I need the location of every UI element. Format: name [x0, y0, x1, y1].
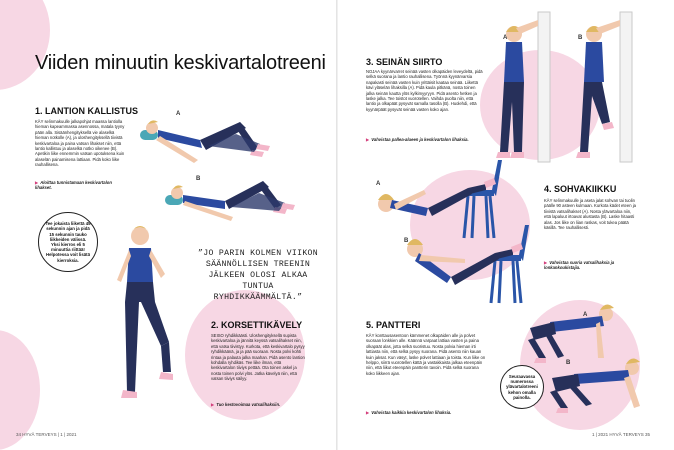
- info-bubble-right: [500, 365, 544, 409]
- exercise-3-tip: [366, 137, 484, 142]
- photo-label-a: A: [376, 181, 381, 187]
- exercise-2-heading: 2. KORSETTIKÄVELY: [211, 320, 303, 330]
- exercise-2-body: SEISO ryhdikkäästi. Uloshengityksellä supista keskivartaloa ja jännitä keyssä vatsalihakset niin, että vatsa tiivistyy. Kurkota, että keskivartalo pysyy ryhdikkäänä, ja ja pää suoraan. Nosta polvi kohti rintaa ja palauta jalka maahan. Pidä asento lantion kohdalla ryhdikäs. Tee liike ilman, että keskivartalon tiiviys pettää. Ota toinen askel ja nosta toinen polvi ylös. Jatka kävelyä niin, että vatsan tiiviys säilyy.: [211, 333, 305, 382]
- info-bubble-left-text: Tee jokaista liikettä 45 sekunnin ajan ja pidä 15 sekunnin tauko liikkeiden välissä. Yksi kierros eli 5 minuuttia riittää! Helpotessa voit lisätä kierroksia.: [45, 221, 91, 263]
- exercise-5-tip-text: Vahvistaa kaikkia keskivartalon lihaksia.: [371, 410, 452, 415]
- exercise-4-body: KÄY selinmakuulle ja aseta jalat sohvan tai tuolin päälle 90 asteen kulmaan. Kurkota kädet eteen ja tiivistä vatsalihakset (A). Nosta ylävartaloa niin, että lapaluut irtoavat alustasta (B). Laske hitaasti alas. Jos liike on liian raskas, voit tukea päätä käsillä. Tee rauhallisesti.: [544, 198, 636, 231]
- photo-label-b: B: [566, 360, 571, 366]
- pink-shape-left-top: [0, 0, 50, 90]
- exercise-3-body: NOJAA kyynärvarret seinää vasten olkapäiden leveydeltä, pidä selkä suorana ja lantio rauhallisena. Työnnä kyynärvarsia napakasti seinää vasten kuin yrittäisit kaataa seinää. Liikettä kävi yläselän lihaksilla (A). Pidä kaula pitkänä, nosta toinen jalka seinän kautta ylös kylkimyyryyn. Pidä asento hetken ja laske jalka. Tee toistot vuorotellen. Vaihda puolta niin, että lantio ja olkapäät pysyvät samalla tasolla (B). Huolehdi, että kyynärpäät pysyvät seinää vasten koko ajan.: [366, 69, 483, 112]
- photo-label-b: B: [196, 176, 201, 182]
- photo-label-b: B: [404, 238, 409, 244]
- exercise-2-tip-text: Tuo kestovoimaa vatsalihaksiin.: [216, 402, 281, 407]
- info-bubble-right-text: Seuraavassa numerossa ylävartalotreeni kehon omalla painolla.: [506, 373, 538, 400]
- page-title: Viiden minuutin keskivartalotreeni: [35, 52, 326, 74]
- folio-right: 1 | 2021 HYVÄ TERVEYS 35: [592, 432, 651, 437]
- exercise-5-photo-b: [540, 348, 670, 418]
- exercise-4-tip-text: Vahvistaa suoria vatsalihaksia ja lonkankoukistajia.: [544, 260, 615, 271]
- page-fold: [336, 0, 338, 450]
- arrow-icon: ▶: [366, 137, 370, 142]
- exercise-5-heading: 5. PANTTERI: [366, 320, 421, 330]
- arrow-icon: ▶: [366, 410, 370, 415]
- exercise-4-heading: 4. SOHVAKIIKKU: [544, 184, 617, 194]
- exercise-1-heading: 1. LANTION KALLISTUS: [35, 106, 138, 116]
- arrow-icon: ▶: [35, 180, 39, 185]
- info-bubble-left: [38, 212, 98, 272]
- exercise-5-tip: [366, 410, 486, 415]
- photo-label-a: A: [503, 35, 508, 41]
- arrow-icon: ▶: [211, 402, 215, 407]
- exercise-4-photo-b: [395, 225, 555, 305]
- exercise-3-tip-text: Vahvistaa pallea-alueen ja keskivartalon lihaksia.: [371, 137, 469, 142]
- photo-label-b: B: [578, 35, 583, 41]
- exercise-1-photo-b: [165, 165, 325, 235]
- exercise-1-tip-text: Aloittaa tunnistamaan keskivartalon lihakset.: [35, 180, 112, 191]
- photo-label-a: A: [583, 312, 588, 318]
- exercise-2-tip: [211, 402, 306, 407]
- exercise-5-body: KÄY konttausasentoon kämmenet olkapäiden alle ja polvet suoraan lonkkien alle. Käännä varpaat lattiaa vasten ja paina olkapäät alas, jotta selkä suoristuu. Nosta polvia hieman irti lattiasta niin, että selkä pysyy suorana. Pidä asento niin kauan kuin jaksat. Kun väsyt, laske polvet lattiaan ja toista. Kun liike on helppo, siirrä vuorotellen kättä ja vastakkaista jalkaa eteenpäin niin, että liikut eteenpäin pantterin tavoin. Pidä selkä suorana koko liikkeen ajan.: [366, 333, 486, 376]
- exercise-2-photo: [95, 222, 185, 422]
- arrow-icon: ▶: [544, 260, 548, 265]
- exercise-1-photo-a: [140, 100, 300, 170]
- exercise-1-tip: [35, 180, 125, 190]
- exercise-3-photo-b: [558, 12, 638, 162]
- exercise-3-heading: 3. SEINÄN SIIRTO: [366, 57, 443, 67]
- exercise-1-body: KÄY selinmakuulle jalkapohjat maassa lantiolla hieman kapeammassa asennossa, matala tyyny pään alla. Sisäänhengityksellä vie alaselkä hieman notkolle (A), ja uloshengityksellä tiivistä keskivartaloa ja paina vatsan lihakset niin, että lantio kallistuu ja alaselkä notko oikenee (B). Apetikin liike ennemmin vatsan upotuksena kuin alaselän painamisena lattiaan. Pidä koko liike rauhallisena.: [35, 119, 125, 168]
- folio-left: 34 HYVÄ TERVEYS | 1 | 2021: [16, 432, 77, 437]
- pull-quote: ”JO PARIN KOLMEN VIIKON SÄÄNNÖLLISEN TREENIN JÄLKEEN OLOSI ALKAA TUNTUA RYHDIKKÄÄMMÄLTÄ.”: [198, 249, 318, 302]
- exercise-3-photo-a: [480, 12, 555, 162]
- photo-label-a: A: [176, 111, 181, 117]
- exercise-4-tip: [544, 260, 636, 270]
